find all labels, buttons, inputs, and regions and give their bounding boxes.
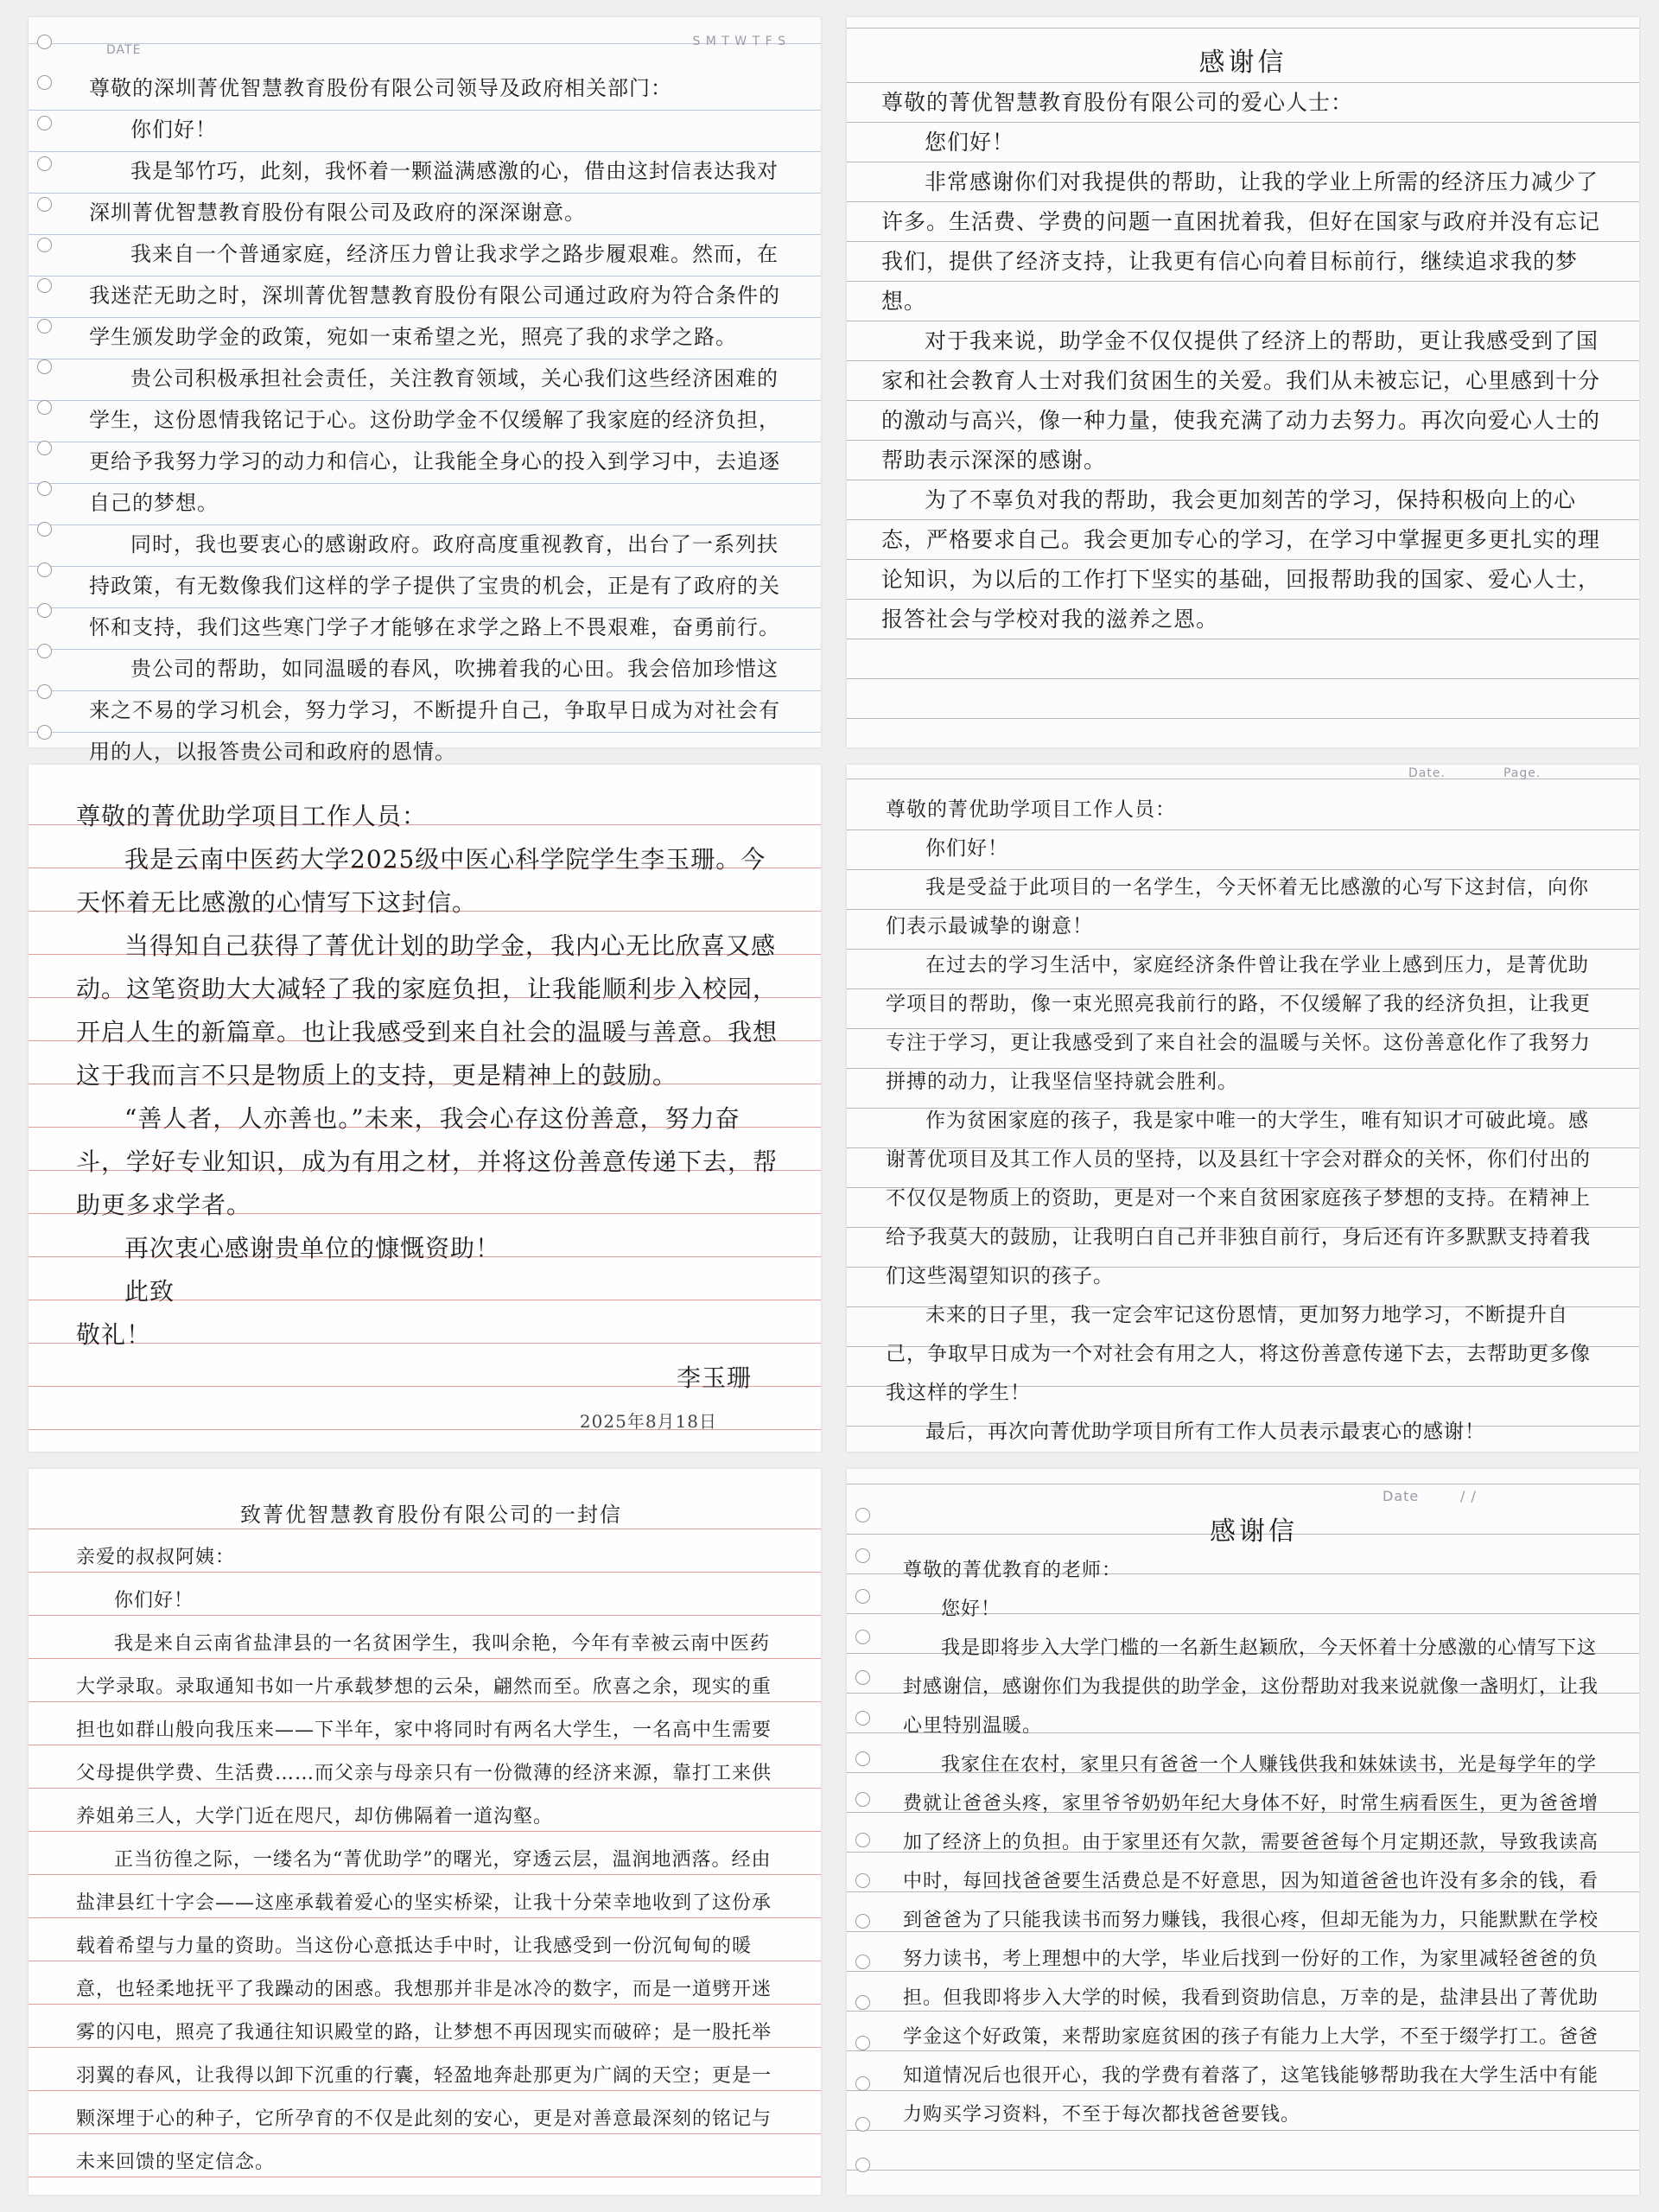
paragraph: 作为贫困家庭的孩子，我是家中唯一的大学生，唯有知识才可破此境。感谢菁优项目及其工作人员的坚持，以及县红十字会对群众的关怀，你们付出的不仅仅是物质上的资助，更是对一个来自贫困家庭孩子梦想的支持。在精神上给予我莫大的鼓励，让我明白自己并非独自前行，身后还有许多默默支持着我们这些渴望知识的孩子。 [886,1109,1591,1287]
letter-body [89,67,786,772]
salutation: 尊敬的菁优助学项目工作人员： [76,802,428,830]
paragraph: 我来自一个普通家庭，经济压力曾让我求学之路步履艰难。然而，在我迷茫无助之时，深圳菁优智慧教育股份有限公司通过政府为符合条件的学生颁发助学金的政策，宛如一束希望之光，照亮了我的求学之路。 [89,242,780,349]
letter-4 [847,765,1639,1452]
greeting: 你们好！ [925,837,1008,860]
letter-6 [847,1469,1639,2195]
paragraph: 我家住在农村，家里只有爸爸一个人赚钱供我和妹妹读书，光是每学年的学费就让爸爸头疼，家里爷爷奶奶年纪大身体不好，时常生病看医生，更为爸爸增加了经济上的负担。由于家里还有欠款，需要爸爸每个月定期还款，导致我读高中时，每回找爸爸要生活费总是不好意思，因为知道爸爸也许没有多余的钱，看到爸爸为了只能我读书而努力赚钱，我很心疼，但却无能为力，只能默默在学校努力读书，考上理想中的大学，毕业后找到一份好的工作，为家里减轻爸爸的负担。但我即将步入大学的时候，我看到资助信息，万幸的是，盐津县出了菁优助学金这个好政策，来帮助家庭贫困的孩子有能力上大学，不至于缀学打工。爸爸知道情况后也很开心，我的学费有着落了，这笔钱能够帮助我在大学生活中有能力购买学习资料，不至于每次都找爸爸要钱。 [903,1754,1599,2126]
letter-body [886,791,1605,1452]
paragraph: 正当彷徨之际，一缕名为“菁优助学”的曙光，穿透云层，温润地洒落。经由盐津县红十字会——这座承载着爱心的坚实桥梁，让我十分荣幸地收到了这份承载着希望与力量的资助。当这份心意抵达手中时，让我感受到一份沉甸甸的暖意，也轻柔地抚平了我躁动的困惑。我想那并非是冰冷的数字，而是一道劈开迷雾的闪电，照亮了我通往知识殿堂的路，让梦想不再因现实而破碎；是一股托举羽翼的春风，让我得以卸下沉重的行囊，轻盈地奔赴那更为广阔的天空；更是一颗深埋于心的种子，它所孕育的不仅是此刻的安心，更是对善意最深刻的铭记与未来回馈的坚定信念。 [76,1849,772,2173]
page-label: Page. [1503,766,1541,780]
date-label: DATE [106,43,142,57]
greeting: 你们好！ [130,118,217,142]
letter-title: 致菁优智慧教育股份有限公司的一封信 [240,1503,622,1527]
salutation: 亲爱的叔叔阿姨： [76,1547,236,1568]
letter-body [903,1512,1605,2134]
letter-title: 感谢信 [1198,48,1287,78]
letter-1 [29,17,821,764]
signature: 李玉珊 [676,1363,752,1392]
paragraph: 为了不辜负对我的帮助，我会更加刻苦的学习，保持积极向上的心态，严格要求自己。我会更加专心的学习，在学习中掌握更多更扎实的理论知识，为以后的工作打下坚实的基础，回报帮助我的国家、爱心人士，报答社会与学校对我的滋养之恩。 [881,487,1601,632]
paragraph: 我是邹竹巧，此刻，我怀着一颗溢满感激的心，借由这封信表达我对深圳菁优智慧教育股份有限公司及政府的深深谢意。 [89,159,779,225]
letter-body [881,43,1605,639]
letter-body [76,795,786,1443]
binder-holes [855,1508,873,2195]
binder-holes [37,35,54,747]
paragraph: 当得知自己获得了菁优计划的助学金，我内心无比欣喜又感动。这笔资助大大减轻了我的家庭负担，让我能顺利步入校园，开启人生的新篇章。也让我感受到来自社会的温暖与善意。我想这于我而言不只是物质上的支持，更是精神上的鼓励。 [76,931,779,1090]
salutation: 尊敬的菁优教育的老师： [903,1560,1122,1581]
paragraph: 非常感谢你们对我提供的帮助，让我的学业上所需的经济压力减少了许多。生活费、学费的问题一直困扰着我，但好在国家与政府并没有忘记我们，提供了经济支持，让我更有信心向着目标前行，继续追求我的梦想。 [881,169,1601,314]
date-slashes: / / [1460,1488,1477,1504]
greeting: 您们好！ [925,130,1015,155]
salutation: 尊敬的深圳菁优智慧教育股份有限公司领导及政府相关部门： [89,76,672,100]
paragraph: 贵公司积极承担社会责任，关注教育领域，关心我们这些经济困难的学生，这份恩情我铭记于心。这份助学金不仅缓解了我家庭的经济负担，更给予我努力学习的动力和信心，让我能全身心的投入到学习中，去追逐自己的梦想。 [89,366,780,515]
letter-3 [29,765,821,1452]
paragraph: 再次衷心感谢贵单位的慷慨资助！ [124,1234,501,1262]
paragraph: 我是云南中医药大学2025级中医心科学院学生李玉珊。今天怀着无比感激的心情写下这封信。 [76,845,766,917]
salutation: 尊敬的菁优智慧教育股份有限公司的爱心人士： [881,90,1354,115]
paragraph: 我是即将步入大学门槛的一名新生赵颖欣，今天怀着十分感激的心情写下这封感谢信，感谢你们为我提供的助学金，这份帮助对我来说就像一盏明灯，让我心里特别温暖。 [903,1637,1599,1737]
closing-salute: 敬礼！ [76,1320,152,1349]
paragraph: 在过去的学习生活中，家庭经济条件曾让我在学业上感到压力，是菁优助学项目的帮助，像一束光照亮我前行的路，不仅缓解了我的经济负担，让我更专注于学习，更让我感受到了来自社会的温暖与关怀。这份善意化作了我努力拼搏的动力，让我坚信坚持就会胜利。 [886,954,1591,1093]
letter-2 [847,17,1639,747]
closing-line: 此致 [124,1277,175,1306]
letter-5 [29,1469,821,2195]
paragraph: 同时，我也要衷心的感谢政府。政府高度重视教育，出台了一系列扶持政策，有无数像我们这样的学子提供了宝贵的机会，正是有了政府的关怀和支持，我们这些寒门学子才能够在求学之路上不畏艰难，奋勇前行。 [89,532,780,639]
paragraph: 我是受益于此项目的一名学生，今天怀着无比感激的心写下这封信，向你们表示最诚挚的谢意！ [886,876,1589,938]
paragraph: 对于我来说，助学金不仅仅提供了经济上的帮助，更让我感受到了国家和社会教育人士对我们贫困生的关爱。我们从未被忘记，心里感到十分的激动与高兴，像一种力量，使我充满了动力去努力。再次向爱心人士的帮助表示深深的感谢。 [881,328,1601,473]
weekday-labels: S M T W T F S [692,35,786,48]
greeting: 您好！ [941,1599,1001,1620]
date-label: Date [1382,1488,1420,1504]
paragraph: 我是来自云南省盐津县的一名贫困学生，我叫余艳，今年有幸被云南中医药大学录取。录取通知书如一片承载梦想的云朵，翩然而至。欣喜之余，现实的重担也如群山般向我压来——下半年，家中将同时有两名大学生，一名高中生需要父母提供学费、生活费……而父亲与母亲只有一份微薄的经济来源，靠打工来供养姐弟三人，大学门近在咫尺，却仿佛隔着一道沟壑。 [76,1633,772,1827]
letter-date: 2025年8月18日 [579,1411,717,1432]
paragraph: 未来的日子里，我一定会牢记这份恩情，更加努力地学习，不断提升自己，争取早日成为一个对社会有用之人，将这份善意传递下去，去帮助更多像我这样的学生！ [886,1304,1591,1404]
date-label: Date. [1408,766,1446,780]
letter-title: 感谢信 [1210,1516,1298,1547]
paragraph: 贵公司的帮助，如同温暖的春风，吹拂着我的心田。我会倍加珍惜这来之不易的学习机会，努力学习，不断提升自己，争取早日成为对社会有用的人，以报答贵公司和政府的恩情。 [89,657,780,764]
salutation: 尊敬的菁优助学项目工作人员： [886,798,1176,821]
paragraph: 最后，再次向菁优助学项目所有工作人员表示最衷心的感谢！ [925,1421,1485,1443]
greeting: 你们好！ [114,1590,194,1611]
paragraph: “善人者，人亦善也。”未来，我会心存这份善意，努力奋斗，学好专业知识，成为有用之材，并将这份善意传递下去，帮助更多求学者。 [76,1104,779,1219]
letter-body [76,1493,786,2184]
